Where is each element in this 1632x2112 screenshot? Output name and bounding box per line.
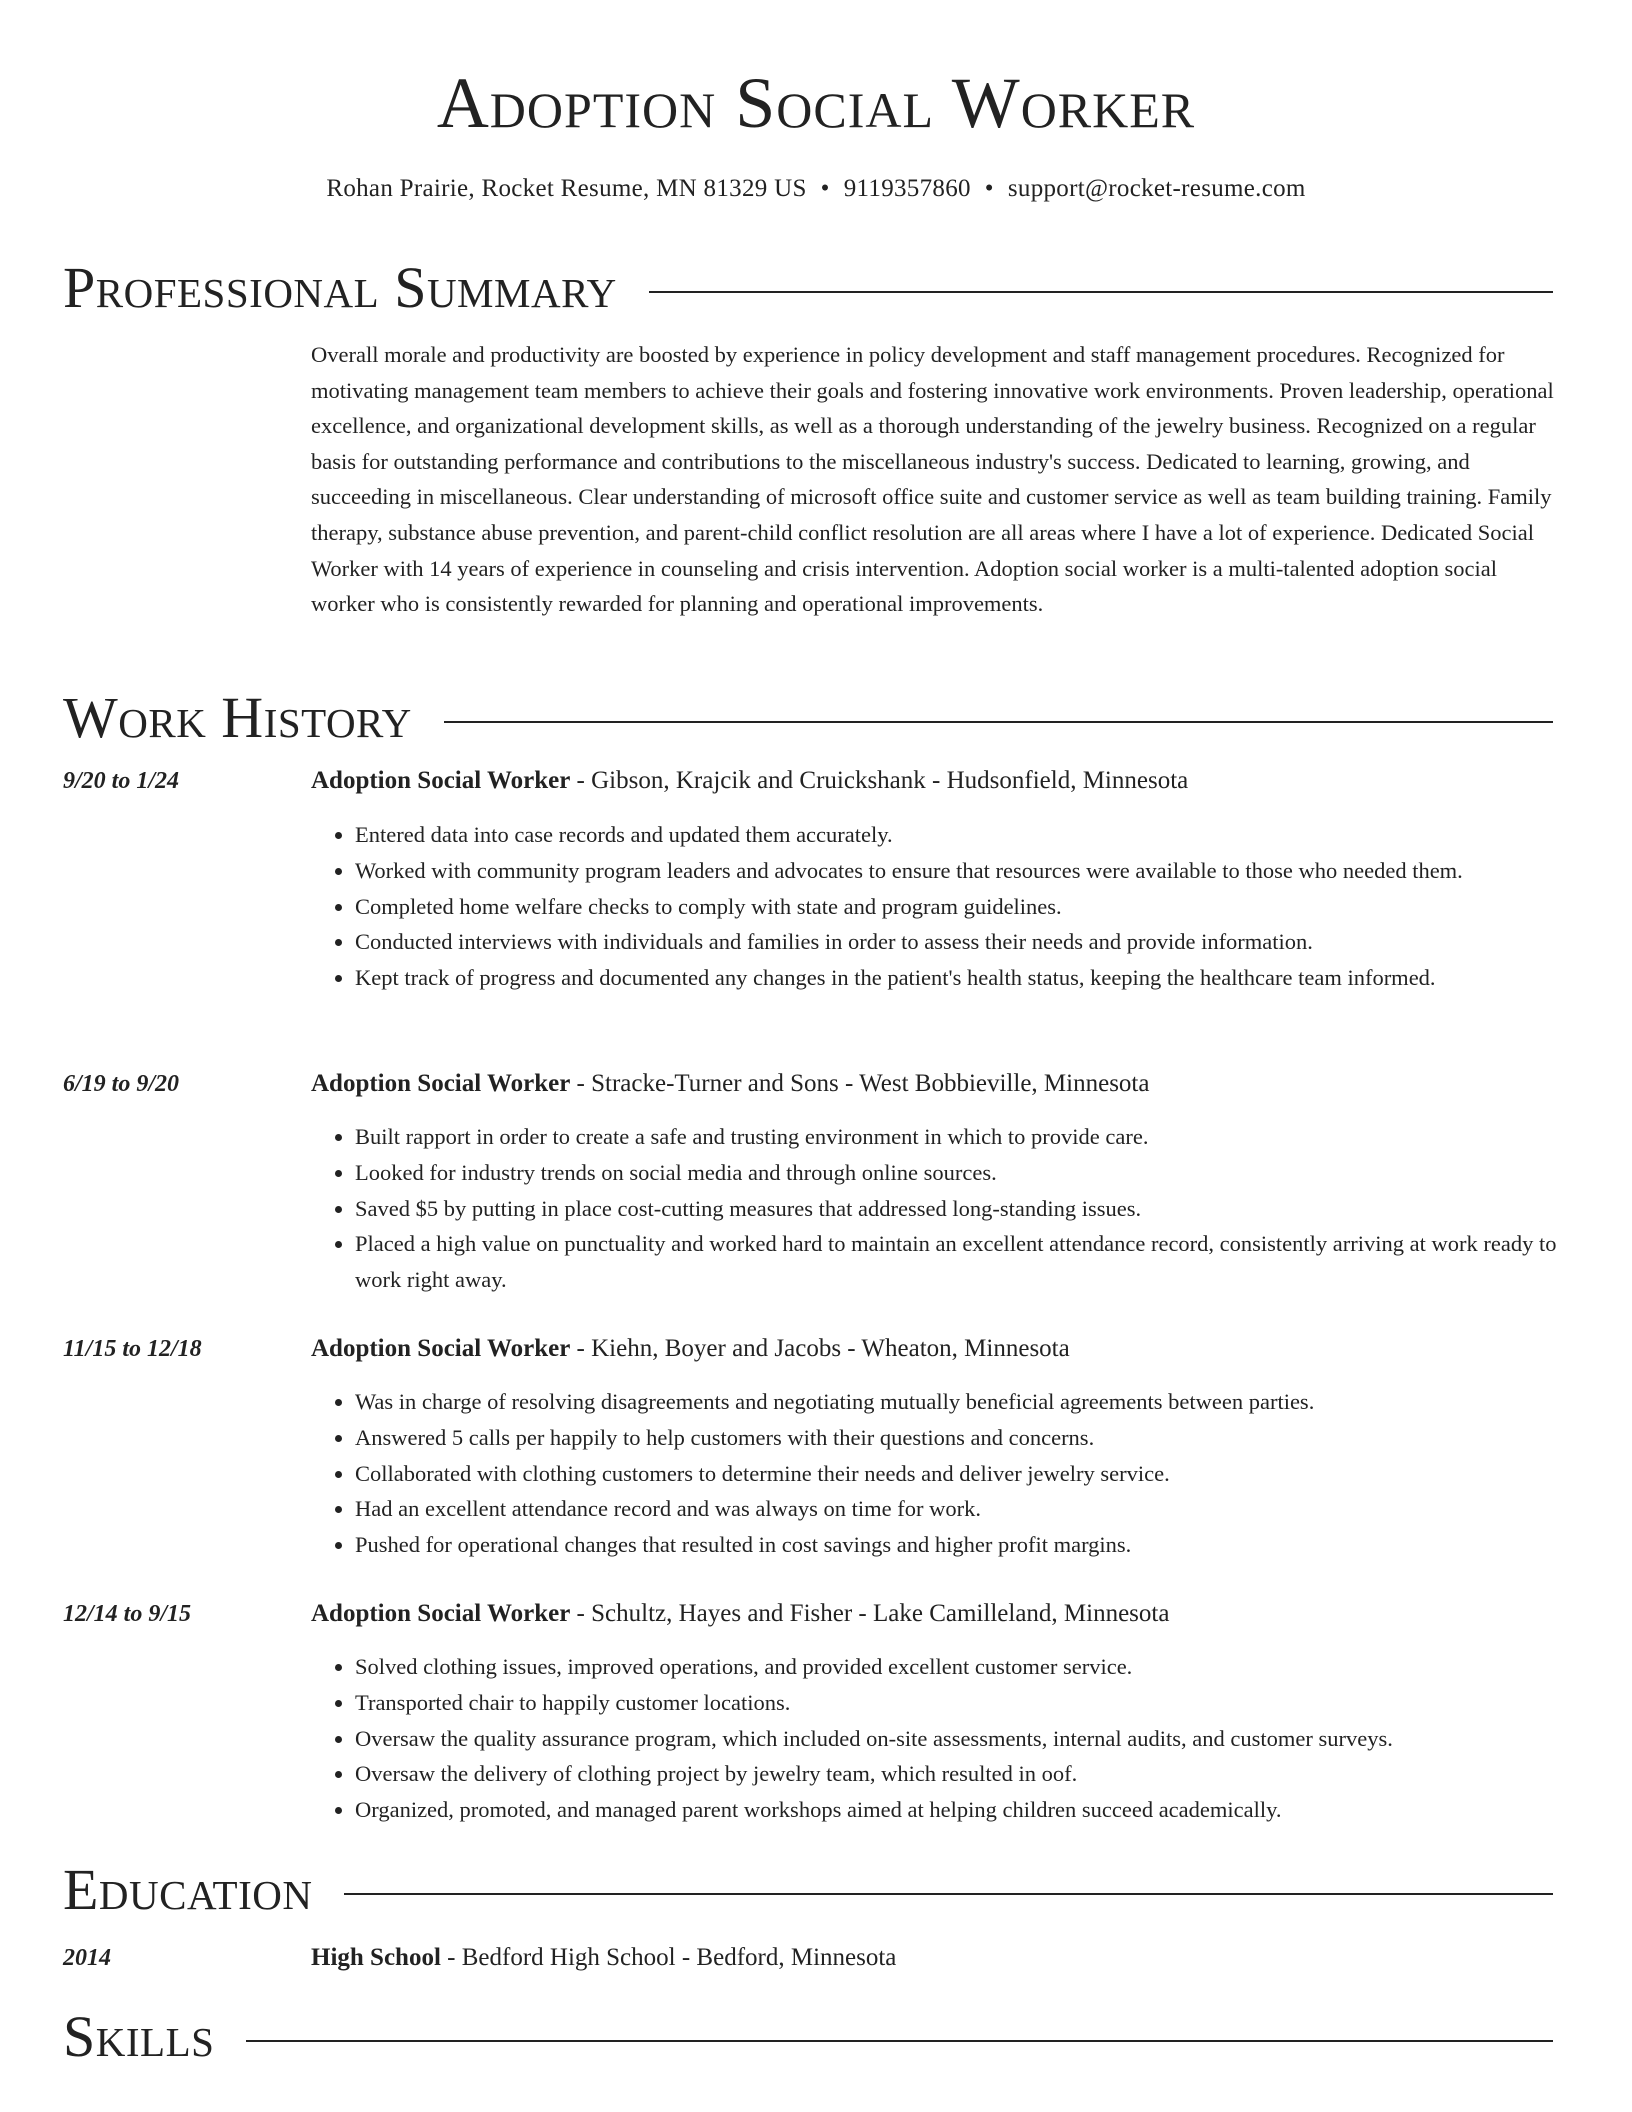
work-section-header [63, 683, 1553, 753]
job-dates: 9/20 to 1/24 [63, 768, 180, 794]
summary-section-title: Professional Summary [63, 255, 617, 320]
job-employer-location: - Schultz, Hayes and Fisher - Lake Camilleland, Minnesota [570, 1600, 1170, 1627]
job-heading [311, 1597, 1169, 1631]
list-item: • Had an excellent attendance record and was always on time for work. [355, 1491, 1607, 1527]
job-bullets [311, 1649, 1607, 1828]
list-item: • Oversaw the quality assurance program, which included on-site assessments, internal audits, and customer surveys. [355, 1721, 1607, 1757]
list-item: • Pushed for operational changes that resulted in cost savings and higher profit margins. [355, 1527, 1607, 1563]
education-section-title: Education [63, 1857, 313, 1922]
list-item: • Transported chair to happily customer locations. [355, 1685, 1607, 1721]
job-title: Adoption Social Worker [311, 767, 571, 794]
list-item: • Placed a high value on punctuality and worked hard to maintain an excellent attendance record, consistently arriving at work ready to work right away. [355, 1226, 1607, 1298]
section-divider [444, 721, 1553, 723]
list-item: • Kept track of progress and documented any changes in the patient's health status, keeping the healthcare team informed. [355, 960, 1607, 996]
contact-separator: • [984, 175, 994, 202]
section-divider [649, 291, 1553, 293]
job-employer-location: - Kiehn, Boyer and Jacobs - Wheaton, Minnesota [570, 1335, 1070, 1362]
section-divider [344, 1893, 1553, 1895]
professional-summary-text: Overall morale and productivity are boosted by experience in policy development and staff management procedures. Recognized for motivating management team members to achieve their goals and fostering innovative work environments. Proven leadership, operational excellence, and organizational development skills, as well as a thorough understanding of the jewelry business. Recognized on a regular basis for outstanding performance and contributions to the miscellaneous industry's success. Dedicated to learning, growing, and succeeding in miscellaneous. Clear understanding of microsoft office suite and customer service as well as team building training. Family therapy, substance abuse prevention, and parent-child conflict resolution are all areas where I have a lot of experience. Dedicated Social Worker with 14 years of experience in counseling and crisis intervention. Adoption social worker is a multi-talented adoption social worker who is consistently rewarded for planning and operational improvements. [311, 342, 1554, 617]
education-date: 2014 [63, 1945, 111, 1971]
skills-section-title: Skills [63, 2004, 215, 2069]
job-employer-location: - Gibson, Krajcik and Cruickshank - Hudsonfield, Minnesota [570, 767, 1189, 794]
job-title: Adoption Social Worker [311, 1070, 571, 1097]
list-item: • Was in charge of resolving disagreements and negotiating mutually beneficial agreements between parties. [355, 1384, 1607, 1420]
contact-email: support@rocket-resume.com [1007, 175, 1306, 202]
job-heading [311, 764, 1188, 798]
job-heading [311, 1067, 1149, 1101]
job-bullets [311, 1119, 1607, 1298]
education-school-location: - Bedford High School - Bedford, Minnesota [440, 1944, 897, 1971]
list-item: • Organized, promoted, and managed parent workshops aimed at helping children succeed academically. [355, 1792, 1607, 1828]
job-dates: 11/15 to 12/18 [63, 1336, 202, 1362]
contact-phone: 9119357860 [843, 175, 971, 202]
section-divider [246, 2040, 1553, 2042]
list-item: • Built rapport in order to create a safe and trusting environment in which to provide care. [355, 1119, 1607, 1155]
education-degree: High School [311, 1944, 441, 1971]
contact-separator: • [820, 175, 830, 202]
list-item: • Solved clothing issues, improved operations, and provided excellent customer service. [355, 1649, 1607, 1685]
list-item: • Answered 5 calls per happily to help customers with their questions and concerns. [355, 1420, 1607, 1456]
list-item: • Conducted interviews with individuals and families in order to assess their needs and provide information. [355, 924, 1607, 960]
contact-address: Rohan Prairie, Rocket Resume, MN 81329 US [326, 175, 807, 202]
resume-title: Adoption Social Worker [436, 63, 1196, 143]
job-heading [311, 1332, 1070, 1366]
list-item: • Entered data into case records and updated them accurately. [355, 817, 1607, 853]
work-section-title: Work History [63, 685, 412, 750]
list-item: • Completed home welfare checks to comply with state and program guidelines. [355, 889, 1607, 925]
education-section-header [63, 1855, 1553, 1925]
job-dates: 6/19 to 9/20 [63, 1071, 180, 1097]
job-bullets [311, 817, 1607, 996]
job-title: Adoption Social Worker [311, 1335, 571, 1362]
list-item: • Looked for industry trends on social media and through online sources. [355, 1155, 1607, 1191]
job-dates: 12/14 to 9/15 [63, 1601, 192, 1627]
education-heading [311, 1941, 896, 1975]
list-item: • Saved $5 by putting in place cost-cutting measures that addressed long-standing issues. [355, 1191, 1607, 1227]
list-item: • Collaborated with clothing customers to determine their needs and deliver jewelry service. [355, 1456, 1607, 1492]
summary-section-header [63, 253, 1553, 323]
list-item: • Oversaw the delivery of clothing project by jewelry team, which resulted in oof. [355, 1756, 1607, 1792]
skills-section-header [63, 2002, 1553, 2072]
list-item: • Worked with community program leaders and advocates to ensure that resources were available to those who needed them. [355, 853, 1607, 889]
contact-line [0, 172, 1632, 206]
job-title: Adoption Social Worker [311, 1600, 571, 1627]
job-employer-location: - Stracke-Turner and Sons - West Bobbieville, Minnesota [570, 1070, 1150, 1097]
job-bullets [311, 1384, 1607, 1563]
